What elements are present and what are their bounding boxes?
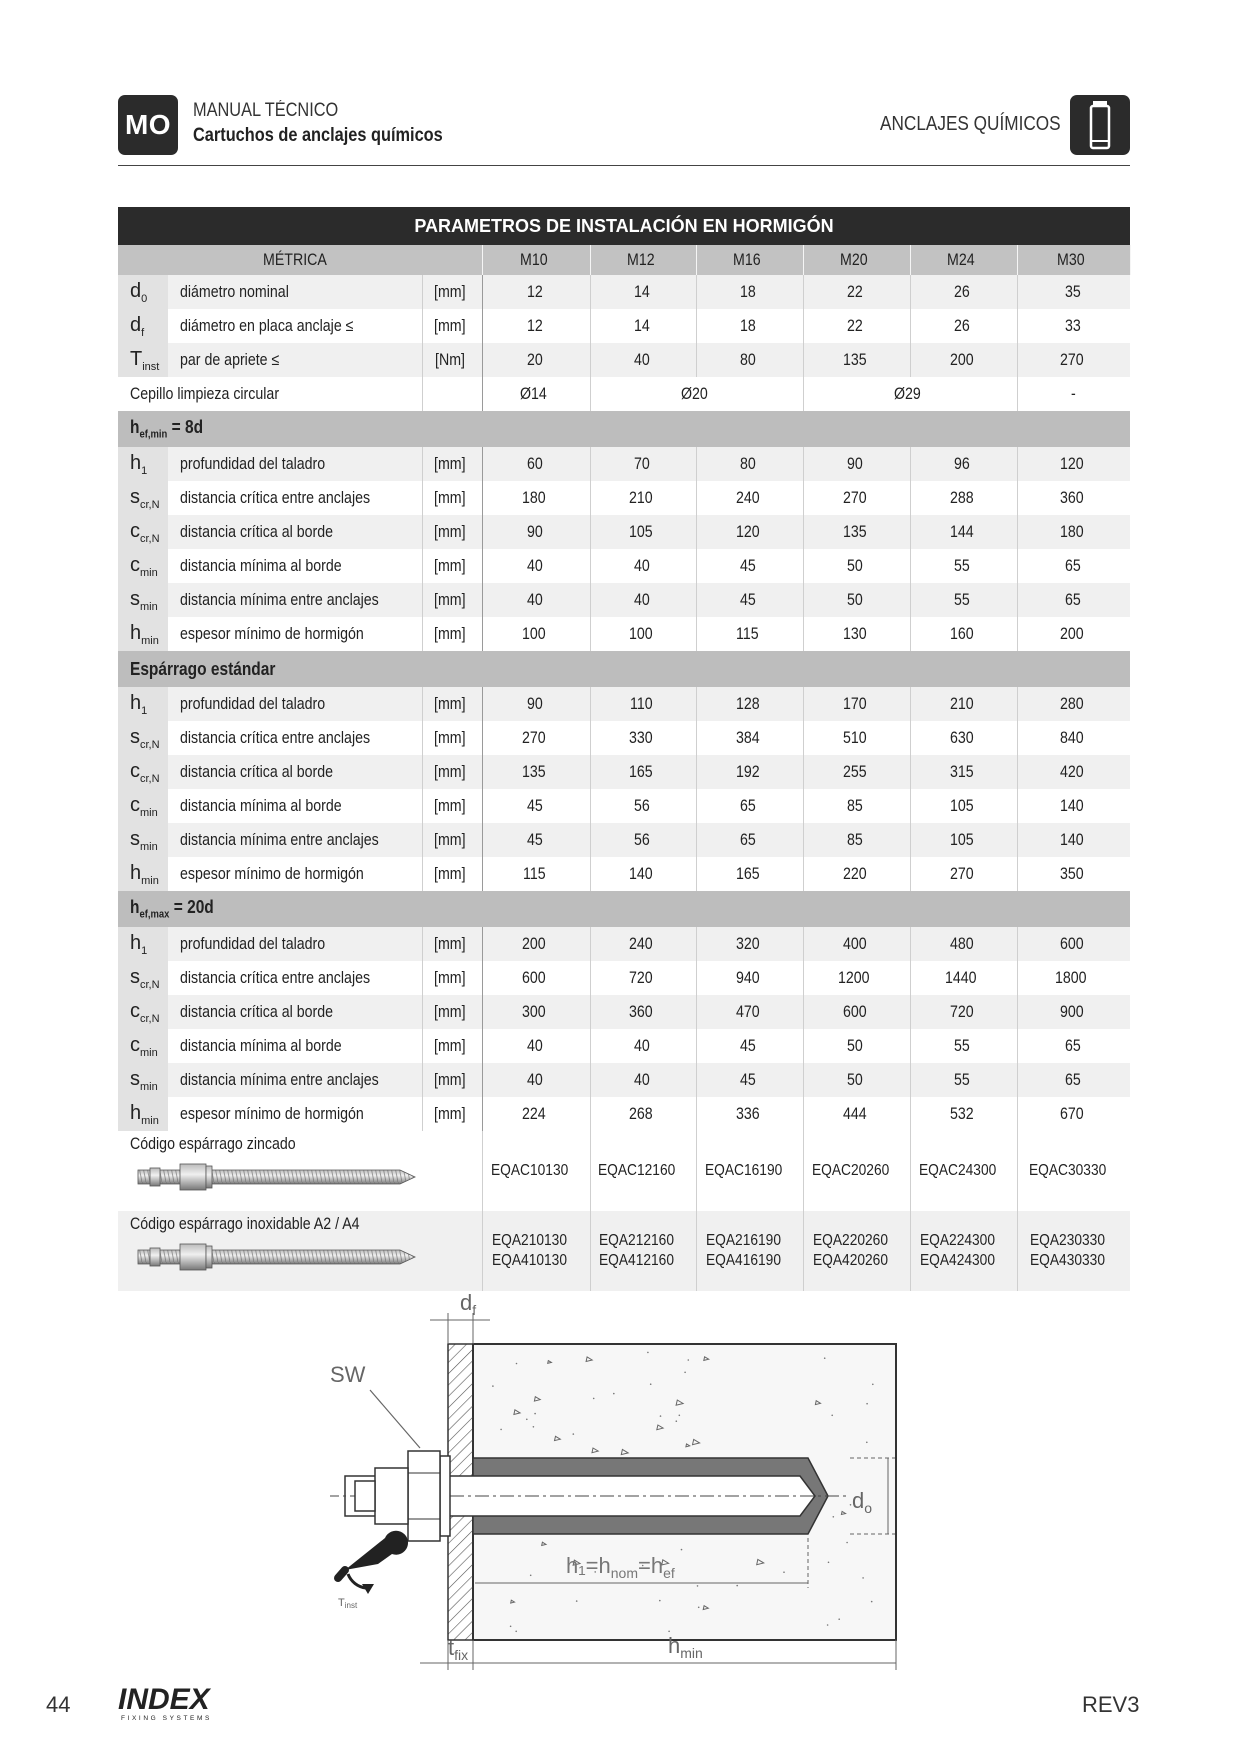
- symbol-cell: $h_1$: [118, 687, 168, 721]
- table-row: [118, 447, 1130, 481]
- table-row: [118, 721, 1130, 755]
- symbol-cell: $c_{min}$: [118, 789, 168, 823]
- symbol-cell: $c_{cr,N}$: [118, 515, 168, 549]
- value-cell: 600: [482, 961, 590, 995]
- symbol-cell: $d_0$: [118, 275, 168, 309]
- value-cell: 336: [696, 1097, 803, 1131]
- value-cell: 210: [590, 481, 696, 515]
- symbol-cell: $s_{min}$: [118, 1063, 168, 1097]
- table-row: [118, 309, 1130, 343]
- value-cell: 45: [482, 789, 590, 823]
- value-cell: 270: [803, 481, 910, 515]
- value-cell: 840: [1017, 721, 1130, 755]
- product-code: EQAC10130: [491, 1162, 569, 1179]
- unit-cell: [mm]: [422, 1063, 482, 1097]
- code-label: Código espárrago inoxidable A2 / A4: [130, 1215, 360, 1233]
- table-row: [118, 481, 1130, 515]
- value-cell: 165: [590, 755, 696, 789]
- table-row: [118, 1029, 1130, 1063]
- value-cell: 210: [910, 687, 1017, 721]
- unit-cell: [mm]: [422, 481, 482, 515]
- symbol-cell: $T_{inst}$: [118, 343, 168, 377]
- tfix-label: $t_{fix}$: [448, 1635, 469, 1663]
- code-value-cell: [1017, 1211, 1130, 1291]
- value-cell: 200: [1017, 617, 1130, 651]
- value-cell: 270: [1017, 343, 1130, 377]
- column-header: M16: [696, 245, 803, 275]
- metric-header-row: [118, 245, 1130, 275]
- parameter-description: espesor mínimo de hormigón: [168, 617, 422, 651]
- value-cell: 33: [1017, 309, 1130, 343]
- value-cell: 900: [1017, 995, 1130, 1029]
- value-cell: 180: [1017, 515, 1130, 549]
- product-code: EQAC24300: [918, 1162, 996, 1179]
- value-cell: 1800: [1017, 961, 1130, 995]
- table-row: [118, 1097, 1130, 1131]
- value-cell: 420: [1017, 755, 1130, 789]
- value-cell: 50: [803, 549, 910, 583]
- value-cell: 96: [910, 447, 1017, 481]
- code-label-cell: [118, 1131, 482, 1211]
- unit-cell: [mm]: [422, 583, 482, 617]
- value-cell: 200: [910, 343, 1017, 377]
- table-title-row: [118, 207, 1130, 245]
- symbol-cell: $s_{cr,N}$: [118, 721, 168, 755]
- value-cell: 100: [590, 617, 696, 651]
- value-cell: 45: [696, 583, 803, 617]
- code-row: [118, 1131, 1130, 1211]
- page-number: 44: [46, 1692, 71, 1717]
- value-cell: 268: [590, 1097, 696, 1131]
- threaded-rod-image: [130, 1162, 420, 1192]
- value-cell: 85: [803, 823, 910, 857]
- value-cell: 105: [910, 823, 1017, 857]
- value-cell: 45: [696, 549, 803, 583]
- cartridge-icon: [1070, 95, 1130, 155]
- value-cell: 280: [1017, 687, 1130, 721]
- value-cell: 480: [910, 927, 1017, 961]
- value-cell: 50: [803, 1029, 910, 1063]
- brush-value: -: [1017, 377, 1130, 411]
- unit-cell: [mm]: [422, 687, 482, 721]
- value-cell: 40: [482, 1063, 590, 1097]
- parameter-description: espesor mínimo de hormigón: [168, 857, 422, 891]
- value-cell: 35: [1017, 275, 1130, 309]
- value-cell: 110: [590, 687, 696, 721]
- column-header: M20: [803, 245, 910, 275]
- table-row: [118, 927, 1130, 961]
- value-cell: 50: [803, 1063, 910, 1097]
- unit-cell: [mm]: [422, 447, 482, 481]
- table-row: [118, 789, 1130, 823]
- unit-cell: [mm]: [422, 995, 482, 1029]
- symbol-cell: $h_{min}$: [118, 617, 168, 651]
- value-cell: 288: [910, 481, 1017, 515]
- parameter-description: diámetro nominal: [168, 275, 422, 309]
- value-cell: 14: [590, 275, 696, 309]
- section-header-row: [118, 411, 1130, 447]
- value-cell: 40: [482, 583, 590, 617]
- table-row: [118, 617, 1130, 651]
- code-value-cell: [803, 1131, 910, 1211]
- product-code: EQA212160: [599, 1232, 675, 1249]
- section-badge: MO: [118, 95, 178, 155]
- code-value-cell: [482, 1131, 590, 1211]
- value-cell: 18: [696, 275, 803, 309]
- value-cell: 470: [696, 995, 803, 1029]
- value-cell: 65: [1017, 549, 1130, 583]
- value-cell: 45: [696, 1063, 803, 1097]
- value-cell: 444: [803, 1097, 910, 1131]
- product-code: EQA210130: [492, 1232, 568, 1249]
- value-cell: 70: [590, 447, 696, 481]
- value-cell: 135: [803, 515, 910, 549]
- value-cell: 630: [910, 721, 1017, 755]
- value-cell: 80: [696, 343, 803, 377]
- column-header: M24: [910, 245, 1017, 275]
- section-header: Espárrago estándar: [118, 651, 1130, 687]
- parameter-description: distancia mínima al borde: [168, 789, 422, 823]
- category-title: ANCLAJES QUÍMICOS: [880, 113, 1061, 135]
- unit-cell: [Nm]: [422, 343, 482, 377]
- value-cell: 22: [803, 309, 910, 343]
- washer: [440, 1456, 450, 1536]
- value-cell: 330: [590, 721, 696, 755]
- value-cell: 12: [482, 275, 590, 309]
- parameter-description: distancia crítica entre anclajes: [168, 721, 422, 755]
- value-cell: 100: [482, 617, 590, 651]
- value-cell: 135: [482, 755, 590, 789]
- value-cell: 135: [803, 343, 910, 377]
- code-value-cell: [1017, 1131, 1130, 1211]
- value-cell: 90: [482, 515, 590, 549]
- threaded-rod-image: [130, 1242, 420, 1272]
- value-cell: 120: [696, 515, 803, 549]
- section-header: $h_{ef,max} = 20d$: [118, 891, 1130, 927]
- value-cell: 45: [482, 823, 590, 857]
- value-cell: 670: [1017, 1097, 1130, 1131]
- unit-cell: [422, 377, 482, 411]
- code-value-cell: [803, 1211, 910, 1291]
- code-value-cell: [590, 1211, 696, 1291]
- value-cell: 300: [482, 995, 590, 1029]
- product-code: EQA424300: [919, 1252, 995, 1269]
- value-cell: 26: [910, 309, 1017, 343]
- value-cell: 400: [803, 927, 910, 961]
- value-cell: 192: [696, 755, 803, 789]
- nut: [408, 1451, 440, 1541]
- value-cell: 270: [482, 721, 590, 755]
- value-cell: 240: [696, 481, 803, 515]
- symbol-cell: $c_{min}$: [118, 1029, 168, 1063]
- value-cell: 600: [803, 995, 910, 1029]
- value-cell: 350: [1017, 857, 1130, 891]
- product-code: EQA412160: [599, 1252, 675, 1269]
- table-row: [118, 343, 1130, 377]
- brush-value: Ø20: [590, 377, 803, 411]
- value-cell: 600: [1017, 927, 1130, 961]
- code-value-cell: [910, 1131, 1017, 1211]
- symbol-cell: $c_{cr,N}$: [118, 755, 168, 789]
- unit-cell: [mm]: [422, 927, 482, 961]
- symbol-cell: $s_{cr,N}$: [118, 481, 168, 515]
- index-logo: [118, 1682, 248, 1727]
- code-label-cell: [118, 1211, 482, 1291]
- value-cell: 40: [590, 549, 696, 583]
- value-cell: 40: [590, 583, 696, 617]
- value-cell: 14: [590, 309, 696, 343]
- parameter-description: diámetro en placa anclaje ≤: [168, 309, 422, 343]
- value-cell: 240: [590, 927, 696, 961]
- svg-text:INDEX: INDEX: [118, 1683, 210, 1716]
- metric-label: MÉTRICA: [118, 245, 482, 275]
- value-cell: 45: [696, 1029, 803, 1063]
- code-label: Código espárrago zincado: [130, 1135, 296, 1153]
- svg-text:FIXING SYSTEMS: FIXING SYSTEMS: [121, 1715, 212, 1722]
- table-row: [118, 755, 1130, 789]
- unit-cell: [mm]: [422, 789, 482, 823]
- product-code: EQA420260: [812, 1252, 888, 1269]
- value-cell: 105: [590, 515, 696, 549]
- parameter-description: distancia crítica entre anclajes: [168, 961, 422, 995]
- value-cell: 940: [696, 961, 803, 995]
- table-row: [118, 515, 1130, 549]
- product-code: EQAC12160: [598, 1162, 676, 1179]
- h1-label: $h_1=h_{nom}=h_{ef}$: [566, 1553, 675, 1581]
- brush-label: Cepillo limpieza circular: [118, 377, 422, 411]
- symbol-cell: $c_{min}$: [118, 549, 168, 583]
- value-cell: 200: [482, 927, 590, 961]
- brush-value: Ø14: [482, 377, 590, 411]
- symbol-cell: $h_1$: [118, 447, 168, 481]
- unit-cell: [mm]: [422, 755, 482, 789]
- value-cell: 315: [910, 755, 1017, 789]
- product-code: EQA430330: [1030, 1252, 1106, 1269]
- value-cell: 720: [590, 961, 696, 995]
- value-cell: 320: [696, 927, 803, 961]
- manual-subtitle: Cartuchos de anclajes químicos: [193, 125, 443, 146]
- value-cell: 360: [1017, 481, 1130, 515]
- parameter-description: distancia crítica al borde: [168, 755, 422, 789]
- product-code: EQA224300: [919, 1232, 995, 1249]
- parameter-description: espesor mínimo de hormigón: [168, 1097, 422, 1131]
- value-cell: 40: [590, 1029, 696, 1063]
- value-cell: 120: [1017, 447, 1130, 481]
- value-cell: 224: [482, 1097, 590, 1131]
- unit-cell: [mm]: [422, 961, 482, 995]
- parameter-description: distancia mínima entre anclajes: [168, 583, 422, 617]
- hmin-label: $h_{min}$: [668, 1633, 703, 1661]
- code-value-cell: [590, 1131, 696, 1211]
- unit-cell: [mm]: [422, 549, 482, 583]
- value-cell: 40: [482, 549, 590, 583]
- value-cell: 65: [696, 823, 803, 857]
- value-cell: 40: [590, 1063, 696, 1097]
- value-cell: 255: [803, 755, 910, 789]
- unit-cell: [mm]: [422, 309, 482, 343]
- product-code: EQA220260: [812, 1232, 888, 1249]
- unit-cell: [mm]: [422, 721, 482, 755]
- value-cell: 170: [803, 687, 910, 721]
- value-cell: 1200: [803, 961, 910, 995]
- parameter-description: par de apriete ≤: [168, 343, 422, 377]
- value-cell: 510: [803, 721, 910, 755]
- unit-cell: [mm]: [422, 823, 482, 857]
- value-cell: 270: [910, 857, 1017, 891]
- product-code: EQA410130: [492, 1252, 568, 1269]
- table-row: [118, 995, 1130, 1029]
- symbol-cell: $h_{min}$: [118, 857, 168, 891]
- value-cell: 26: [910, 275, 1017, 309]
- value-cell: 384: [696, 721, 803, 755]
- value-cell: 115: [696, 617, 803, 651]
- column-header: M12: [590, 245, 696, 275]
- value-cell: 56: [590, 789, 696, 823]
- value-cell: 140: [1017, 789, 1130, 823]
- parameter-description: profundidad del taladro: [168, 927, 422, 961]
- product-code: EQAC16190: [704, 1162, 782, 1179]
- symbol-cell: $c_{cr,N}$: [118, 995, 168, 1029]
- parameter-description: distancia mínima entre anclajes: [168, 823, 422, 857]
- table-row: [118, 961, 1130, 995]
- revision: REV3: [1082, 1692, 1140, 1717]
- value-cell: 65: [696, 789, 803, 823]
- value-cell: 144: [910, 515, 1017, 549]
- value-cell: 65: [1017, 1063, 1130, 1097]
- symbol-cell: $h_{min}$: [118, 1097, 168, 1131]
- symbol-cell: $s_{min}$: [118, 583, 168, 617]
- product-code: EQA230330: [1030, 1232, 1106, 1249]
- value-cell: 20: [482, 343, 590, 377]
- code-value-cell: [482, 1211, 590, 1291]
- section-header-row: [118, 891, 1130, 927]
- value-cell: 18: [696, 309, 803, 343]
- unit-cell: [mm]: [422, 275, 482, 309]
- unit-cell: [mm]: [422, 1029, 482, 1063]
- value-cell: 80: [696, 447, 803, 481]
- parameter-description: distancia mínima al borde: [168, 1029, 422, 1063]
- value-cell: 55: [910, 583, 1017, 617]
- code-value-cell: [910, 1211, 1017, 1291]
- product-code: EQA416190: [705, 1252, 781, 1269]
- parameter-description: profundidad del taladro: [168, 687, 422, 721]
- table-title: PARAMETROS DE INSTALACIÓN EN HORMIGÓN: [118, 207, 1130, 245]
- unit-cell: [mm]: [422, 617, 482, 651]
- table-row: [118, 857, 1130, 891]
- parameter-description: profundidad del taladro: [168, 447, 422, 481]
- value-cell: 50: [803, 583, 910, 617]
- value-cell: 56: [590, 823, 696, 857]
- d0-label: $d_o$: [852, 1488, 873, 1516]
- parameter-description: distancia crítica entre anclajes: [168, 481, 422, 515]
- value-cell: 85: [803, 789, 910, 823]
- product-code: EQA216190: [705, 1232, 781, 1249]
- parameter-description: distancia crítica al borde: [168, 515, 422, 549]
- sw-label: SW: [330, 1362, 366, 1387]
- table-row: [118, 549, 1130, 583]
- parameter-description: distancia crítica al borde: [168, 995, 422, 1029]
- unit-cell: [mm]: [422, 515, 482, 549]
- value-cell: 55: [910, 549, 1017, 583]
- value-cell: 180: [482, 481, 590, 515]
- brush-row: [118, 377, 1130, 411]
- value-cell: 128: [696, 687, 803, 721]
- code-row: [118, 1211, 1130, 1291]
- value-cell: 12: [482, 309, 590, 343]
- value-cell: 40: [590, 343, 696, 377]
- tinst-label: Tinst: [338, 1597, 358, 1610]
- column-header: M30: [1017, 245, 1130, 275]
- value-cell: 105: [910, 789, 1017, 823]
- value-cell: 65: [1017, 583, 1130, 617]
- code-value-cell: [696, 1211, 803, 1291]
- value-cell: 140: [590, 857, 696, 891]
- value-cell: 60: [482, 447, 590, 481]
- unit-cell: [mm]: [422, 857, 482, 891]
- section-header: $h_{ef,min} = 8d$: [118, 411, 1130, 447]
- parameter-description: distancia mínima al borde: [168, 549, 422, 583]
- value-cell: 140: [1017, 823, 1130, 857]
- value-cell: 720: [910, 995, 1017, 1029]
- manual-title: MANUAL TÉCNICO: [193, 100, 339, 121]
- value-cell: 165: [696, 857, 803, 891]
- parameter-description: distancia mínima entre anclajes: [168, 1063, 422, 1097]
- value-cell: 532: [910, 1097, 1017, 1131]
- table-row: [118, 275, 1130, 309]
- value-cell: 22: [803, 275, 910, 309]
- value-cell: 55: [910, 1063, 1017, 1097]
- value-cell: 65: [1017, 1029, 1130, 1063]
- brush-value: Ø29: [803, 377, 1017, 411]
- value-cell: 130: [803, 617, 910, 651]
- installation-diagram: [330, 1288, 910, 1688]
- symbol-cell: $s_{min}$: [118, 823, 168, 857]
- table-row: [118, 583, 1130, 617]
- torque-wrench-icon: [338, 1531, 408, 1594]
- column-header: M10: [482, 245, 590, 275]
- table-row: [118, 687, 1130, 721]
- value-cell: 220: [803, 857, 910, 891]
- value-cell: 115: [482, 857, 590, 891]
- value-cell: 90: [803, 447, 910, 481]
- header-divider: [118, 165, 1130, 166]
- value-cell: 40: [482, 1029, 590, 1063]
- value-cell: 160: [910, 617, 1017, 651]
- symbol-cell: $s_{cr,N}$: [118, 961, 168, 995]
- installation-parameters-table: [118, 207, 1131, 1291]
- value-cell: 55: [910, 1029, 1017, 1063]
- section-header-row: [118, 651, 1130, 687]
- product-code: EQAC20260: [811, 1162, 889, 1179]
- value-cell: 1440: [910, 961, 1017, 995]
- value-cell: 90: [482, 687, 590, 721]
- df-label: $d_f$: [460, 1290, 477, 1318]
- symbol-cell: $d_f$: [118, 309, 168, 343]
- unit-cell: [mm]: [422, 1097, 482, 1131]
- symbol-cell: $h_1$: [118, 927, 168, 961]
- code-value-cell: [696, 1131, 803, 1211]
- product-code: EQAC30330: [1028, 1162, 1107, 1179]
- table-row: [118, 1063, 1130, 1097]
- table-row: [118, 823, 1130, 857]
- value-cell: 360: [590, 995, 696, 1029]
